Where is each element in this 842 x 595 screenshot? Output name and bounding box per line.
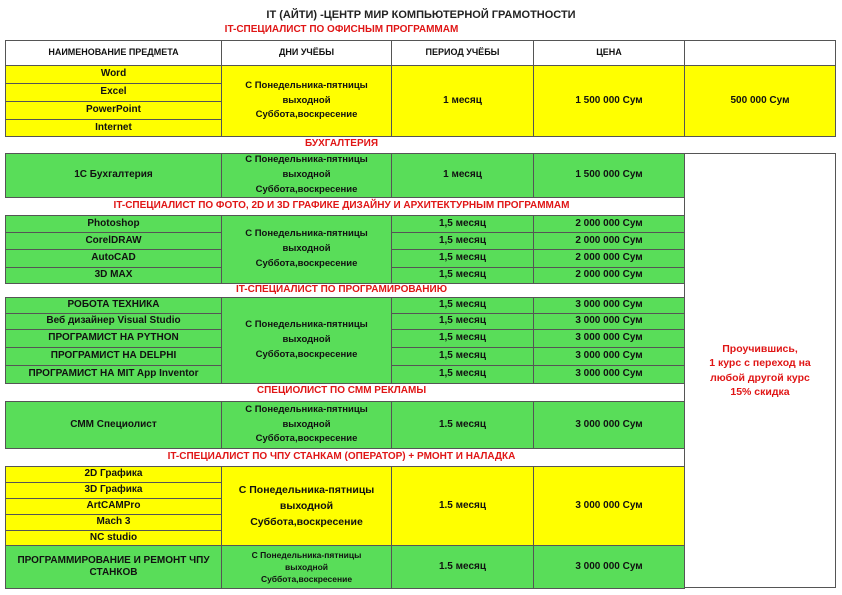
days-weekdays: С Понедельника-пятницы [245, 319, 368, 331]
subject-app-inventor: ПРОГРАМИСТ НА MIT App Inventor [5, 365, 222, 384]
section-design-title: IT-СПЕЦИАЛИСТ ПО ФОТО, 2D И 3D ГРАФИКЕ ДИЗАЙНУ И АРХИТЕКТУРНЫМ ПРОГРАММАМ [113, 200, 570, 211]
accounting-days [221, 153, 392, 198]
section-accounting-title: БУХГАЛТЕРИЯ [304, 138, 379, 149]
days-weekdays: С Понедельника-пятницы [245, 403, 368, 415]
subject-delphi: ПРОГРАМИСТ НА DELPHI [5, 347, 222, 366]
days-off: выходной [282, 334, 331, 346]
period-coreldraw: 1,5 месяц [391, 232, 534, 250]
subject-visual-studio: Веб дизайнер Visual Studio [5, 313, 222, 330]
subject-cnc-repair: ПРОГРАММИРОВАНИЕ И РЕМОНТ ЧПУ СТАНКОВ [5, 545, 222, 589]
subject-autocad: AutoCAD [5, 249, 222, 268]
price-visual-studio: 3 000 000 Сум [533, 313, 685, 330]
days-off: выходной [282, 94, 331, 106]
days-weekend: Суббота,воскресение [255, 433, 358, 445]
days-off: выходной [279, 499, 334, 512]
days-off: выходной [282, 169, 331, 181]
discount-note [684, 153, 836, 588]
price-robotics: 3 000 000 Сум [533, 297, 685, 314]
period-autocad: 1,5 месяц [391, 249, 534, 268]
subject-coreldraw: CorelDRAW [5, 232, 222, 250]
days-weekdays: С Понедельника-пятницы [238, 483, 375, 496]
office-period: 1 месяц [391, 65, 534, 137]
days-weekdays: С Понедельника-пятницы [245, 228, 368, 240]
subject-robotics: РОБОТА ТЕХНИКА [5, 297, 222, 314]
period-delphi: 1,5 месяц [391, 347, 534, 366]
days-weekdays: С Понедельника-пятницы [245, 79, 368, 91]
subject-2d-graphics: 2D Графика [5, 466, 222, 483]
subject-smm: СММ Специолист [5, 401, 222, 449]
days-weekend: Суббота,воскресение [255, 183, 358, 195]
period-visual-studio: 1,5 месяц [391, 313, 534, 330]
section-office-title: IT-СПЕЦИАЛИСТ ПО ОФИСНЫМ ПРОГРАММАМ [224, 24, 459, 35]
promo-line-2: 1 курс с переход на [709, 357, 811, 370]
days-off: выходной [284, 561, 329, 572]
subject-excel: Excel [5, 83, 222, 102]
price-3dmax: 2 000 000 Сум [533, 267, 685, 284]
cnc-days [221, 466, 392, 546]
period-app-inventor: 1,5 месяц [391, 365, 534, 384]
subject-word: Word [5, 65, 222, 84]
days-weekdays: С Понедельника-пятницы [245, 154, 368, 166]
office-extra-price: 500 000 Сум [684, 65, 836, 137]
section-smm-title: СПЕЦИОЛИСТ ПО СММ РЕКЛАМЫ [256, 385, 427, 396]
smm-days [221, 401, 392, 449]
days-weekend: Суббота,воскресение [255, 109, 358, 121]
design-days [221, 215, 392, 284]
subject-powerpoint: PowerPoint [5, 101, 222, 120]
subject-3d-graphics: 3D Графика [5, 482, 222, 499]
subject-1c: 1С Бухгалтерия [5, 153, 222, 198]
cnc-period: 1.5 месяц [391, 466, 534, 546]
cnc-repair-days [221, 545, 392, 589]
subject-artcampro: ArtCAMPro [5, 498, 222, 515]
section-cnc-title: IT-СПЕЦИАЛИСТ ПО ЧПУ СТАНКАМ (ОПЕРАТОР) + РМОНТ И НАЛАДКА [167, 451, 516, 462]
subject-nc-studio: NC studio [5, 530, 222, 546]
period-robotics: 1,5 месяц [391, 297, 534, 314]
days-weekend: Суббота,воскресение [260, 574, 353, 585]
accounting-period: 1 месяц [391, 153, 534, 198]
header-days: ДНИ УЧЁБЫ [221, 40, 392, 66]
subject-python: ПРОГРАМИСТ НА PYTHON [5, 329, 222, 348]
section-programming-title: IT-СПЕЦИАЛИСТ ПО ПРОГРАМИРОВАНИЮ [235, 284, 448, 295]
header-subject: НАИМЕНОВАНИЕ ПРЕДМЕТА [5, 40, 222, 66]
header-empty [684, 40, 836, 66]
smm-price: 3 000 000 Сум [533, 401, 685, 449]
days-weekend: Суббота,воскресение [255, 348, 358, 360]
price-autocad: 2 000 000 Сум [533, 249, 685, 268]
subject-mach3: Mach 3 [5, 514, 222, 531]
smm-period: 1.5 месяц [391, 401, 534, 449]
promo-line-3: любой другой курс [710, 371, 810, 384]
programming-days [221, 297, 392, 384]
promo-line-4: 15% скидка [730, 385, 790, 398]
office-price: 1 500 000 Сум [533, 65, 685, 137]
days-weekend: Суббота,воскресение [255, 257, 358, 269]
days-weekdays: С Понедельника-пятницы [251, 549, 362, 560]
header-period: ПЕРИОД УЧЁБЫ [391, 40, 534, 66]
price-app-inventor: 3 000 000 Сум [533, 365, 685, 384]
accounting-price: 1 500 000 Сум [533, 153, 685, 198]
period-photoshop: 1,5 месяц [391, 215, 534, 233]
days-weekend: Суббота,воскресение [250, 516, 363, 529]
price-photoshop: 2 000 000 Сум [533, 215, 685, 233]
period-3dmax: 1,5 месяц [391, 267, 534, 284]
promo-line-1: Проучившись, [722, 343, 798, 356]
subject-photoshop: Photoshop [5, 215, 222, 233]
price-delphi: 3 000 000 Сум [533, 347, 685, 366]
page-title: IT (АЙТИ) -ЦЕНТР МИР КОМПЬЮТЕРНОЙ ГРАМОТНОСТИ [266, 9, 576, 21]
days-off: выходной [282, 418, 331, 430]
price-coreldraw: 2 000 000 Сум [533, 232, 685, 250]
period-python: 1,5 месяц [391, 329, 534, 348]
cnc-price: 3 000 000 Сум [533, 466, 685, 546]
subject-3dmax: 3D MAX [5, 267, 222, 284]
header-price: ЦЕНА [533, 40, 685, 66]
price-python: 3 000 000 Сум [533, 329, 685, 348]
days-off: выходной [282, 243, 331, 255]
office-days [221, 65, 392, 137]
cnc-repair-period: 1.5 месяц [391, 545, 534, 589]
cnc-repair-price: 3 000 000 Сум [533, 545, 685, 589]
subject-internet: Internet [5, 119, 222, 137]
